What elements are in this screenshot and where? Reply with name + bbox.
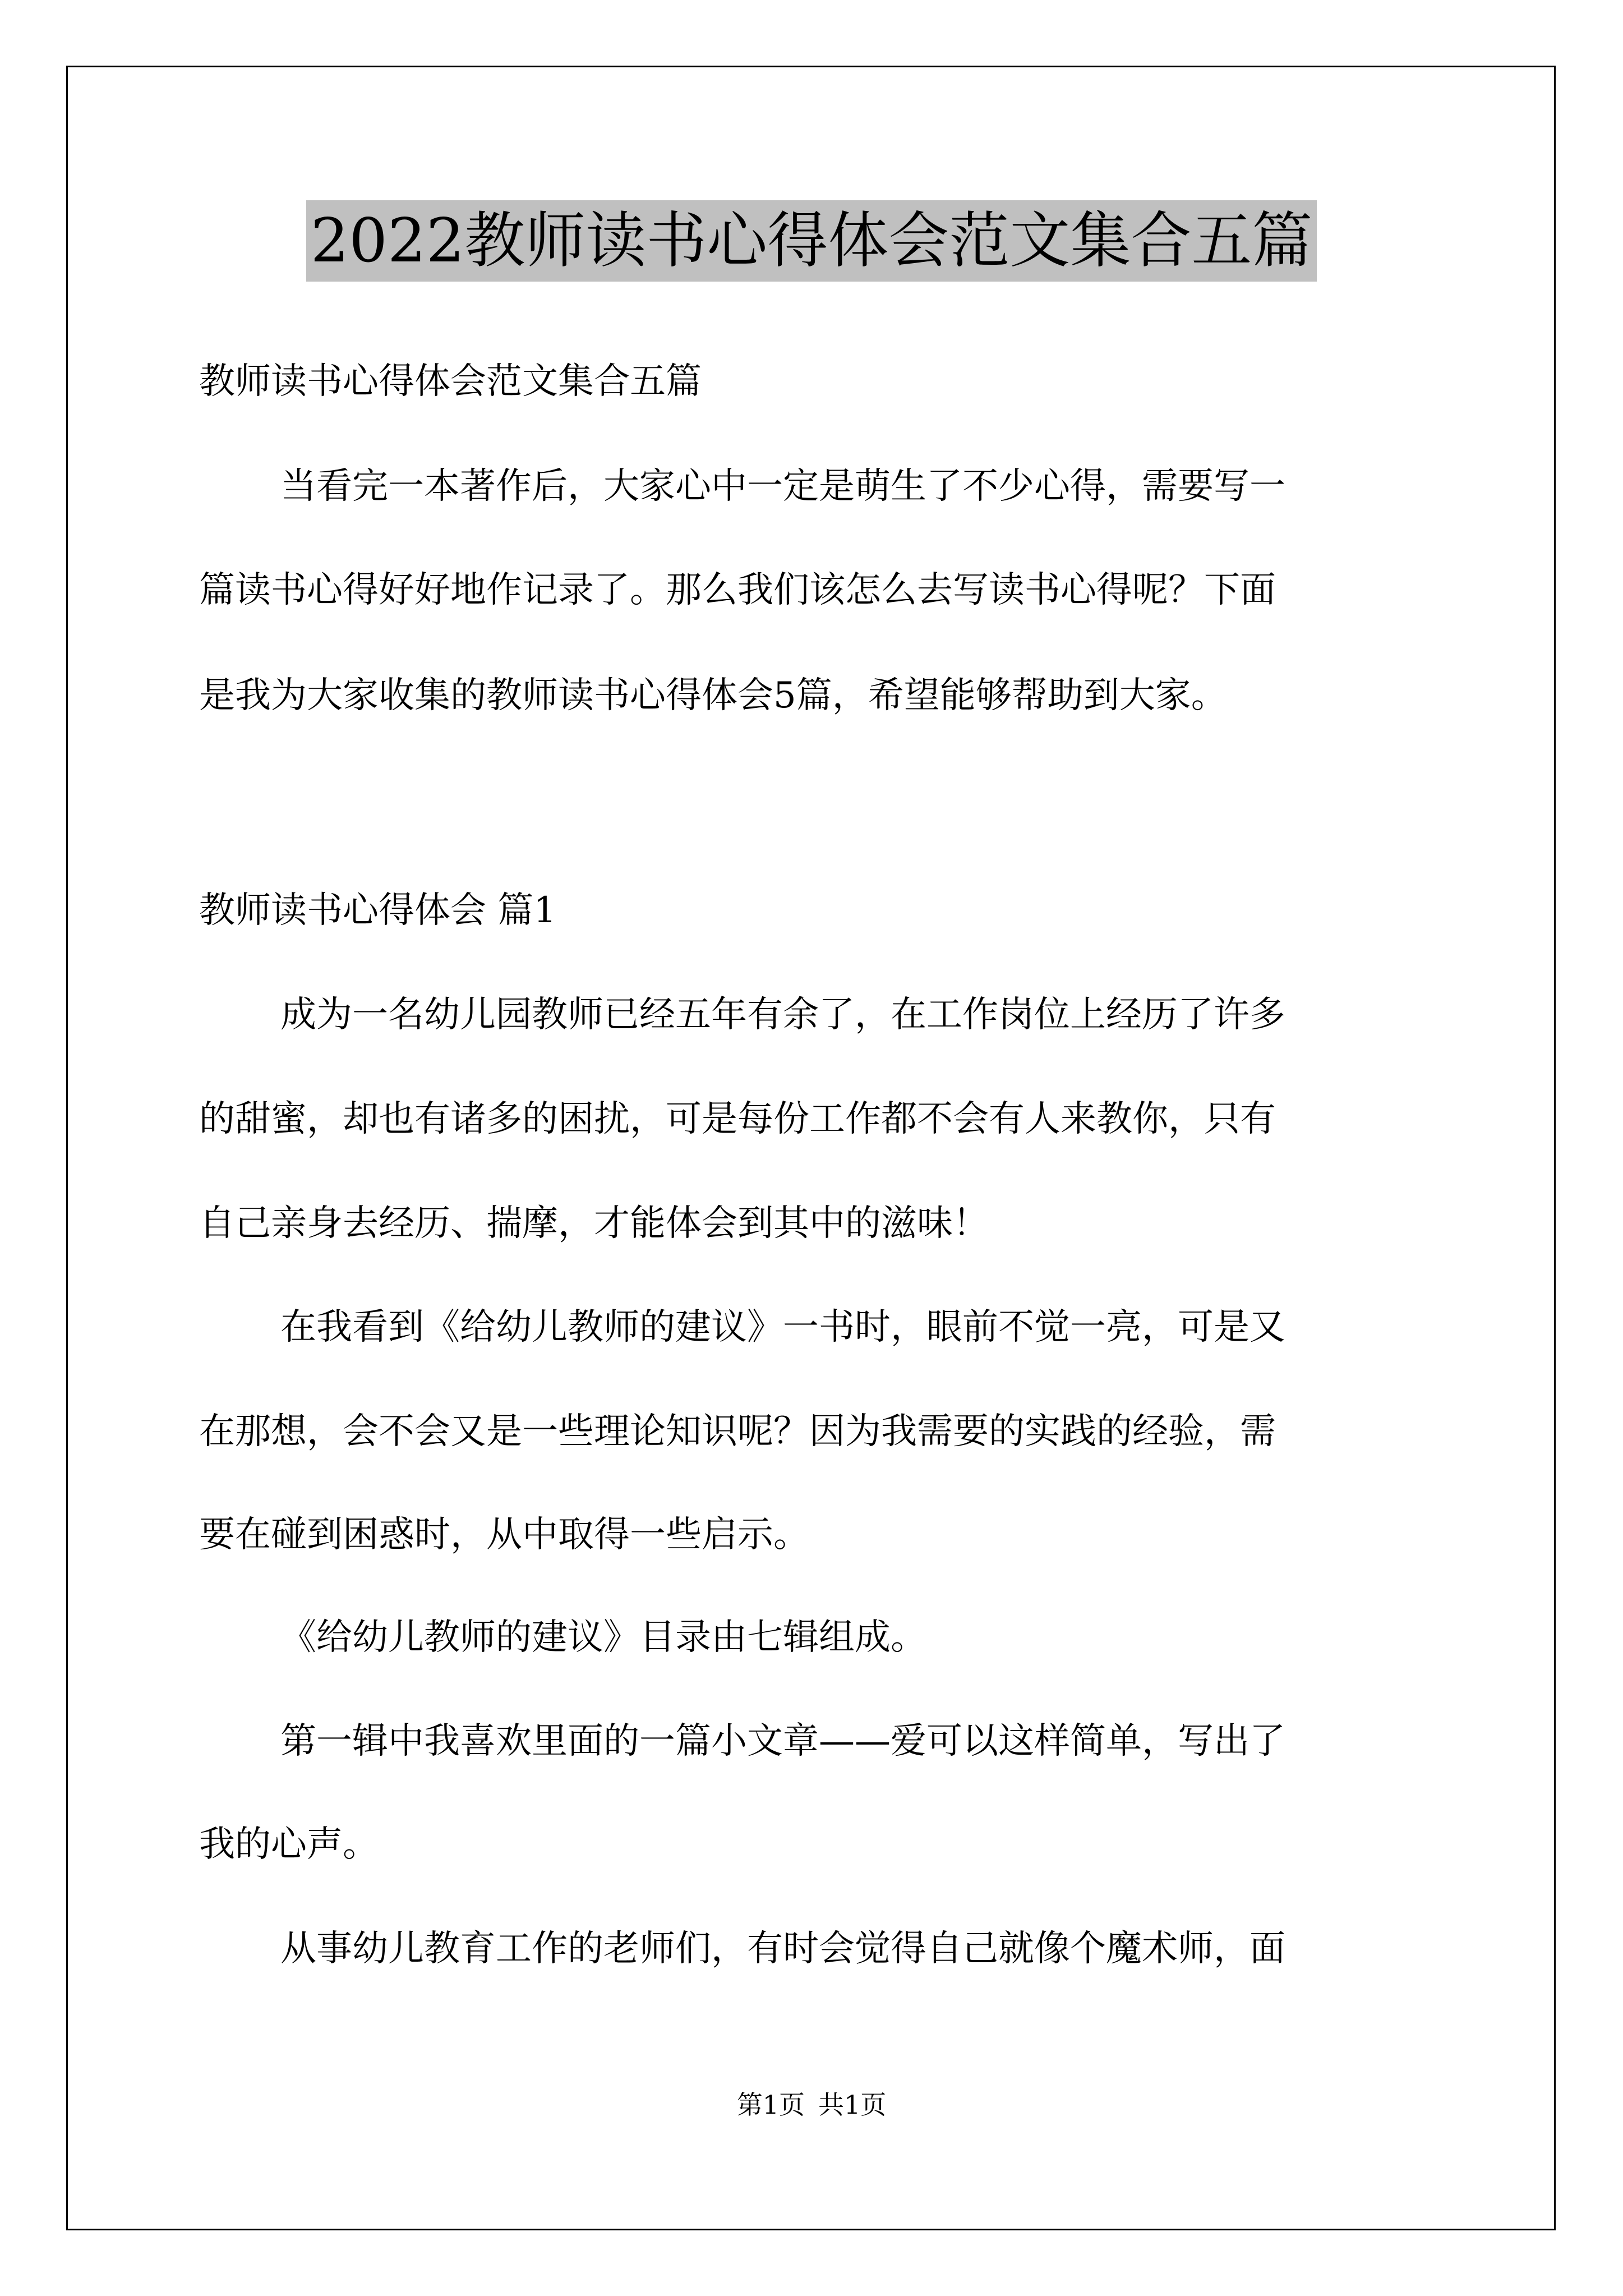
paragraph-line: 篇读书心得好好地作记录了。那么我们该怎么去写读书心得呢？下面 xyxy=(199,569,1276,611)
document-title-text: 2022教师读书心得体会范文集合五篇 xyxy=(306,200,1317,282)
subtitle-line: 教师读书心得体会范文集合五篇 xyxy=(199,361,702,402)
paragraph-line: 我的心声。 xyxy=(199,1824,379,1865)
document-title xyxy=(0,199,1623,283)
paragraph-line: 的甜蜜，却也有诸多的困扰，可是每份工作都不会有人来教你，只有 xyxy=(199,1098,1276,1140)
paragraph-line: 在我看到《给幼儿教师的建议》一书时，眼前不觉一亮，可是又 xyxy=(280,1306,1285,1348)
paragraph-line: 在那想，会不会又是一些理论知识呢？因为我需要的实践的经验，需 xyxy=(199,1411,1276,1452)
section-heading: 教师读书心得体会 篇1 xyxy=(199,890,557,931)
page-footer xyxy=(0,2085,1623,2124)
paragraph-line: 是我为大家收集的教师读书心得体会5篇，希望能够帮助到大家。 xyxy=(199,675,1227,716)
paragraph-line: 第一辑中我喜欢里面的一篇小文章——爱可以这样简单，写出了 xyxy=(280,1720,1285,1762)
page-total: 共1页 xyxy=(818,2090,887,2120)
paragraph-line: 成为一名幼儿园教师已经五年有余了，在工作岗位上经历了许多 xyxy=(280,994,1285,1036)
paragraph-line: 从事幼儿教育工作的老师们，有时会觉得自己就像个魔术师，面 xyxy=(280,1928,1285,1970)
paragraph-line: 《给幼儿教师的建议》目录由七辑组成。 xyxy=(280,1617,926,1658)
paragraph-line: 当看完一本著作后，大家心中一定是萌生了不少心得，需要写一 xyxy=(280,466,1285,507)
paragraph-line: 要在碰到困惑时，从中取得一些启示。 xyxy=(199,1514,809,1556)
paragraph-line: 自己亲身去经历、揣摩，才能体会到其中的滋味！ xyxy=(199,1203,989,1244)
page-number: 第1页 xyxy=(736,2090,805,2120)
